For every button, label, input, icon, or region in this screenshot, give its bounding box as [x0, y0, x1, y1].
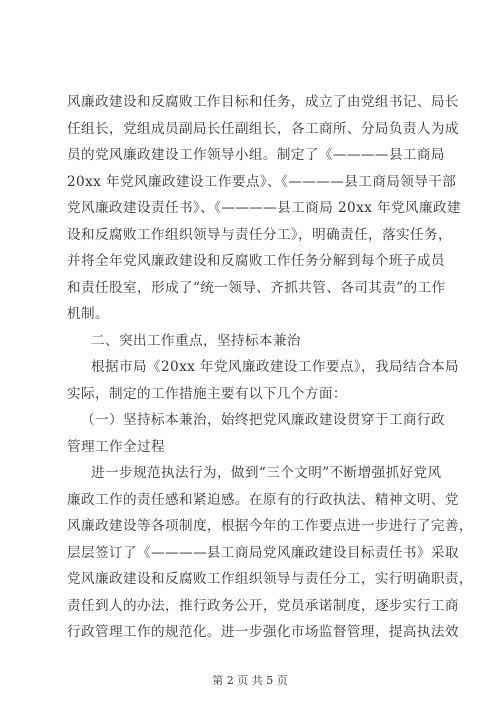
subsection-heading-cont: 管理工作全过程	[67, 438, 165, 455]
body-line: 任组长，党组成员副局长任副组长，各工商所、分局负责人为成	[67, 120, 459, 137]
section-heading: 二、突出工作重点，坚持标本兼治	[91, 332, 301, 349]
body-line: 廉政工作的责任感和紧迫感。在原有的行政执法、精神文明、党	[67, 491, 459, 508]
subsection-heading: （一）坚持标本兼治，始终把党风廉政建设贯穿于工商行政	[81, 412, 445, 428]
body-line: 机制。	[67, 306, 109, 322]
body-line: 设和反腐败工作组织领导与责任分工》，明确责任，落实任务，	[67, 226, 453, 243]
page-number-footer: 第 2 页 共 5 页	[212, 674, 288, 687]
body-line: 责任到人的办法，推行政务公开，党员承诺制度，逐步实行工商	[67, 597, 459, 614]
body-line: 员的党风廉政建设工作领导小组。制定了《————县工商局	[67, 147, 445, 163]
body-line: 党风廉政建设和反腐败工作组织领导与责任分工，实行明确职责，	[67, 571, 473, 587]
body-line: 党风廉政建设责任书》、《————县工商局 20xx 年党风廉政建	[67, 200, 461, 216]
body-line: 和责任股室，形成了“统一领导、齐抓共管、各司其责”的工作	[67, 279, 446, 296]
body-line: 根据市局《20xx 年党风廉政建设工作要点》，我局结合本局	[91, 359, 459, 375]
body-line: 层层签订了《————县工商局党风廉政建设目标责任书》采取	[67, 544, 459, 561]
body-line: 实际，制定的工作措施主要有以下几个方面：	[67, 385, 347, 402]
body-line: 并将全年党风廉政建设和反腐败工作任务分解到每个班子成员	[67, 253, 445, 269]
body-line: 风廉政建设和反腐败工作目标和任务，成立了由党组书记、局长	[67, 94, 459, 110]
body-line: 行政管理工作的规范化。进一步强化市场监督管理，提高执法效	[67, 624, 459, 640]
body-line: 20xx 年党风廉政建设工作要点》、《————县工商局领导干部	[67, 173, 457, 190]
body-line: 风廉政建设等各项制度，根据今年的工作要点进一步进行了完善，	[67, 518, 473, 534]
body-line: 进一步规范执法行为，做到“三个文明”不断增强抓好党风	[91, 465, 442, 481]
